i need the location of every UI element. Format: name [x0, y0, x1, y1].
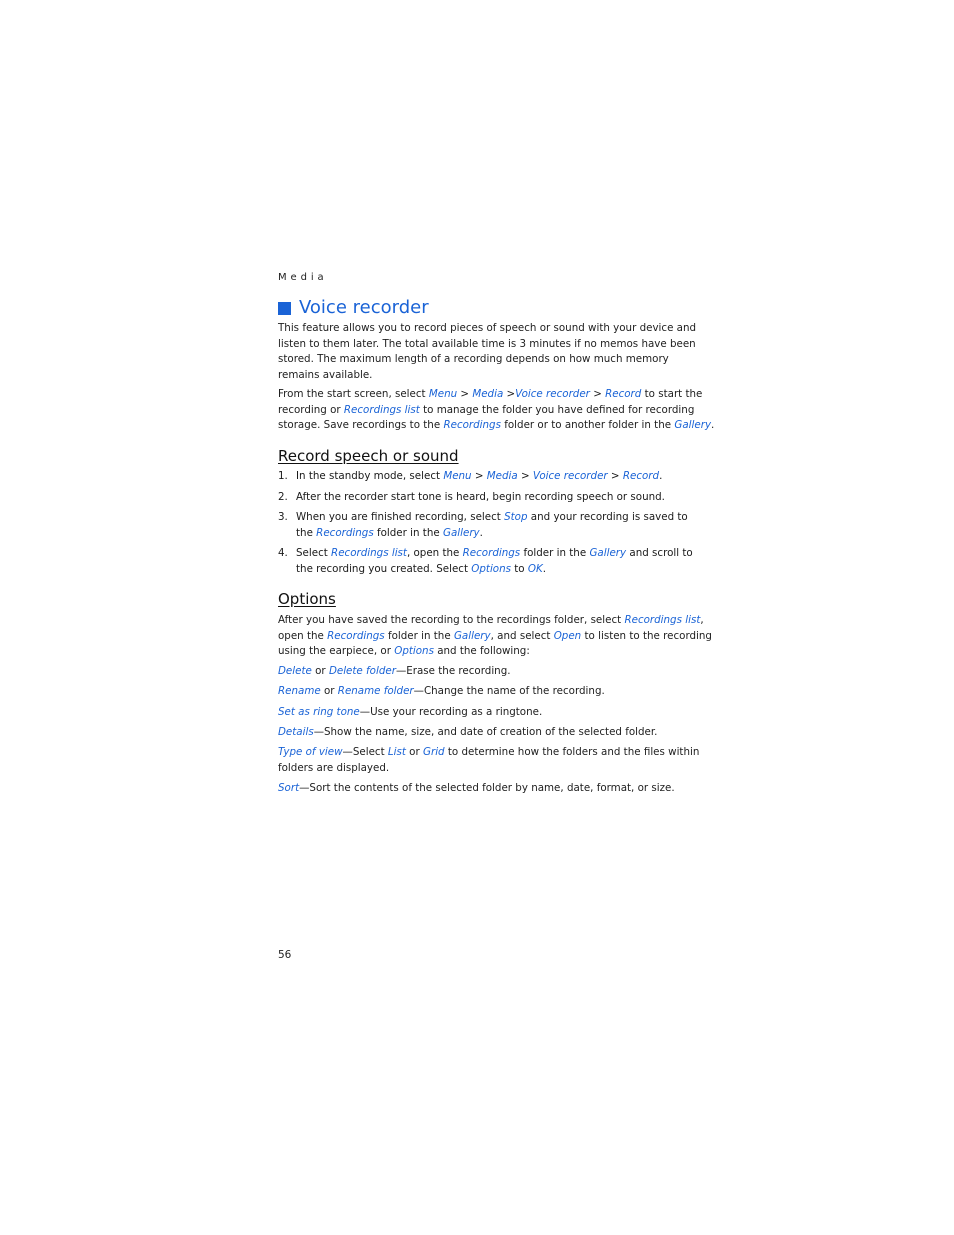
- menu-link[interactable]: Menu: [443, 470, 472, 482]
- record-heading: Record speech or sound: [278, 447, 459, 465]
- text: or: [320, 685, 338, 697]
- recordings-link[interactable]: Recordings: [316, 526, 374, 539]
- text: and the following:: [433, 645, 530, 658]
- start-line-3: [278, 418, 715, 434]
- options-intro: [278, 613, 712, 660]
- options-line: [278, 644, 673, 660]
- text: , open the: [406, 547, 463, 559]
- text: folder in the: [384, 629, 454, 642]
- options-heading: Options: [278, 590, 336, 608]
- text: >: [471, 470, 487, 482]
- list-number: 2.: [278, 491, 288, 503]
- list-link[interactable]: List: [387, 746, 406, 758]
- option-rename: [278, 684, 673, 700]
- voice-recorder-link[interactable]: Voice recorder: [515, 388, 590, 400]
- menu-link[interactable]: Menu: [428, 388, 458, 400]
- blue-square-icon: [278, 302, 291, 315]
- intro-line: listen to them later. The total available time is 3 minutes if no memos have been: [278, 337, 696, 350]
- step-line: [296, 546, 693, 562]
- option-type-of-view: [278, 745, 700, 776]
- page-title: [278, 297, 429, 319]
- ok-link[interactable]: OK: [527, 562, 543, 575]
- gallery-link[interactable]: Gallery: [442, 526, 480, 539]
- text: , and select: [490, 629, 554, 642]
- delete-folder-link[interactable]: Delete folder: [328, 665, 396, 677]
- start-paragraph: [278, 387, 715, 434]
- step-line: [296, 510, 688, 526]
- text: to: [511, 562, 528, 575]
- text: ,: [700, 614, 704, 626]
- option-details: [278, 725, 673, 741]
- sort-link[interactable]: Sort: [278, 782, 300, 794]
- step-line: [296, 469, 674, 485]
- media-link[interactable]: Media: [486, 470, 518, 482]
- list-text: [296, 490, 674, 506]
- gallery-link[interactable]: Gallery: [453, 629, 491, 642]
- text: >: [457, 388, 473, 400]
- media-link[interactable]: Media: [472, 388, 504, 400]
- text: .: [479, 526, 483, 539]
- step-line: [296, 526, 674, 542]
- option-line: [278, 781, 673, 797]
- open-link[interactable]: Open: [553, 629, 582, 642]
- intro-line: This feature allows you to record pieces of speech or sound with your device and: [278, 322, 697, 334]
- option-line: folders are displayed.: [278, 761, 390, 774]
- text: and your recording is saved to: [527, 511, 688, 523]
- rename-folder-link[interactable]: Rename folder: [337, 685, 414, 697]
- text: —Select: [342, 746, 388, 758]
- text: .: [711, 419, 715, 432]
- text: >: [517, 470, 533, 482]
- text: folder in the: [373, 526, 443, 539]
- delete-link[interactable]: Delete: [278, 665, 312, 677]
- option-line: [278, 664, 673, 680]
- text: From the start screen, select: [278, 388, 429, 400]
- text: or: [405, 746, 423, 758]
- page-title-text: Voice recorder: [299, 297, 429, 318]
- option-line: [278, 705, 673, 721]
- step-line: After the recorder start tone is heard, begin recording speech or sound.: [296, 491, 665, 503]
- list-number: 1.: [278, 470, 288, 482]
- recordings-link[interactable]: Recordings: [443, 419, 501, 432]
- start-line-2: [278, 403, 695, 419]
- list-text: [296, 510, 688, 541]
- gallery-link[interactable]: Gallery: [674, 419, 712, 432]
- text: folder or to another folder in the: [500, 419, 675, 432]
- text: —Use your recording as a ringtone.: [359, 706, 543, 718]
- text: >: [607, 470, 623, 482]
- details-link[interactable]: Details: [278, 726, 314, 738]
- text: After you have saved the recording to the recordings folder, select: [278, 614, 625, 626]
- section-header: Media: [278, 272, 328, 283]
- text: Select: [296, 547, 332, 559]
- start-line-1: [278, 387, 703, 403]
- rename-link[interactable]: Rename: [278, 685, 321, 697]
- text: folder in the: [520, 547, 590, 559]
- recordings-list-link[interactable]: Recordings list: [624, 614, 701, 626]
- text: to manage the folder you have defined for recording: [419, 403, 695, 416]
- text: In the standby mode, select: [296, 470, 444, 482]
- grid-link[interactable]: Grid: [422, 746, 445, 758]
- options-link[interactable]: Options: [394, 645, 434, 658]
- text: storage. Save recordings to the: [278, 419, 444, 432]
- text: to start the: [641, 388, 703, 400]
- options-link[interactable]: Options: [471, 562, 511, 575]
- intro-line: stored. The maximum length of a recording depends on how much memory: [278, 353, 669, 366]
- text: >: [589, 388, 606, 400]
- record-link[interactable]: Record: [605, 388, 642, 400]
- recordings-link[interactable]: Recordings: [462, 547, 521, 559]
- page-number: 56: [278, 949, 292, 961]
- text: recording or: [278, 403, 344, 416]
- text: —Sort the contents of the selected folder by name, date, format, or size.: [299, 782, 675, 794]
- option-line: [278, 684, 673, 700]
- text: or: [311, 665, 329, 677]
- list-text: [296, 546, 693, 577]
- recordings-link[interactable]: Recordings: [327, 629, 385, 642]
- recordings-list-link[interactable]: Recordings list: [343, 403, 420, 416]
- text: —Change the name of the recording.: [413, 685, 605, 697]
- list-number: 4.: [278, 547, 288, 559]
- gallery-link[interactable]: Gallery: [589, 547, 627, 559]
- text: and scroll to: [626, 547, 693, 559]
- text: the recording you created. Select: [296, 562, 472, 575]
- text: .: [542, 562, 547, 575]
- recordings-list-link[interactable]: Recordings list: [331, 547, 407, 559]
- option-delete: [278, 664, 673, 680]
- text: >: [503, 388, 516, 400]
- intro-paragraph: [278, 321, 697, 383]
- list-number: 3.: [278, 511, 288, 523]
- voice-recorder-link[interactable]: Voice recorder: [532, 470, 608, 482]
- text: —Erase the recording.: [395, 665, 511, 677]
- record-link[interactable]: Record: [622, 470, 660, 482]
- text: open the: [278, 629, 328, 642]
- stop-link[interactable]: Stop: [504, 511, 528, 523]
- text: the: [296, 526, 317, 539]
- step-line: [296, 562, 674, 578]
- text: to determine how the folders and the files within: [444, 746, 700, 758]
- option-sort: [278, 781, 673, 797]
- options-line: [278, 613, 704, 629]
- text: to listen to the recording: [581, 629, 712, 642]
- option-line: [278, 745, 700, 761]
- text: —Show the name, size, and date of creation of the selected folder.: [313, 726, 658, 738]
- intro-line: remains available.: [278, 368, 373, 381]
- text: using the earpiece, or: [278, 645, 395, 658]
- set-as-ring-tone-link[interactable]: Set as ring tone: [278, 706, 360, 718]
- option-ringtone: [278, 705, 673, 721]
- text: When you are finished recording, select: [296, 511, 505, 523]
- option-line: [278, 725, 673, 741]
- type-of-view-link[interactable]: Type of view: [278, 746, 343, 758]
- options-line: [278, 629, 712, 645]
- text: .: [659, 470, 663, 482]
- list-text: [296, 469, 674, 485]
